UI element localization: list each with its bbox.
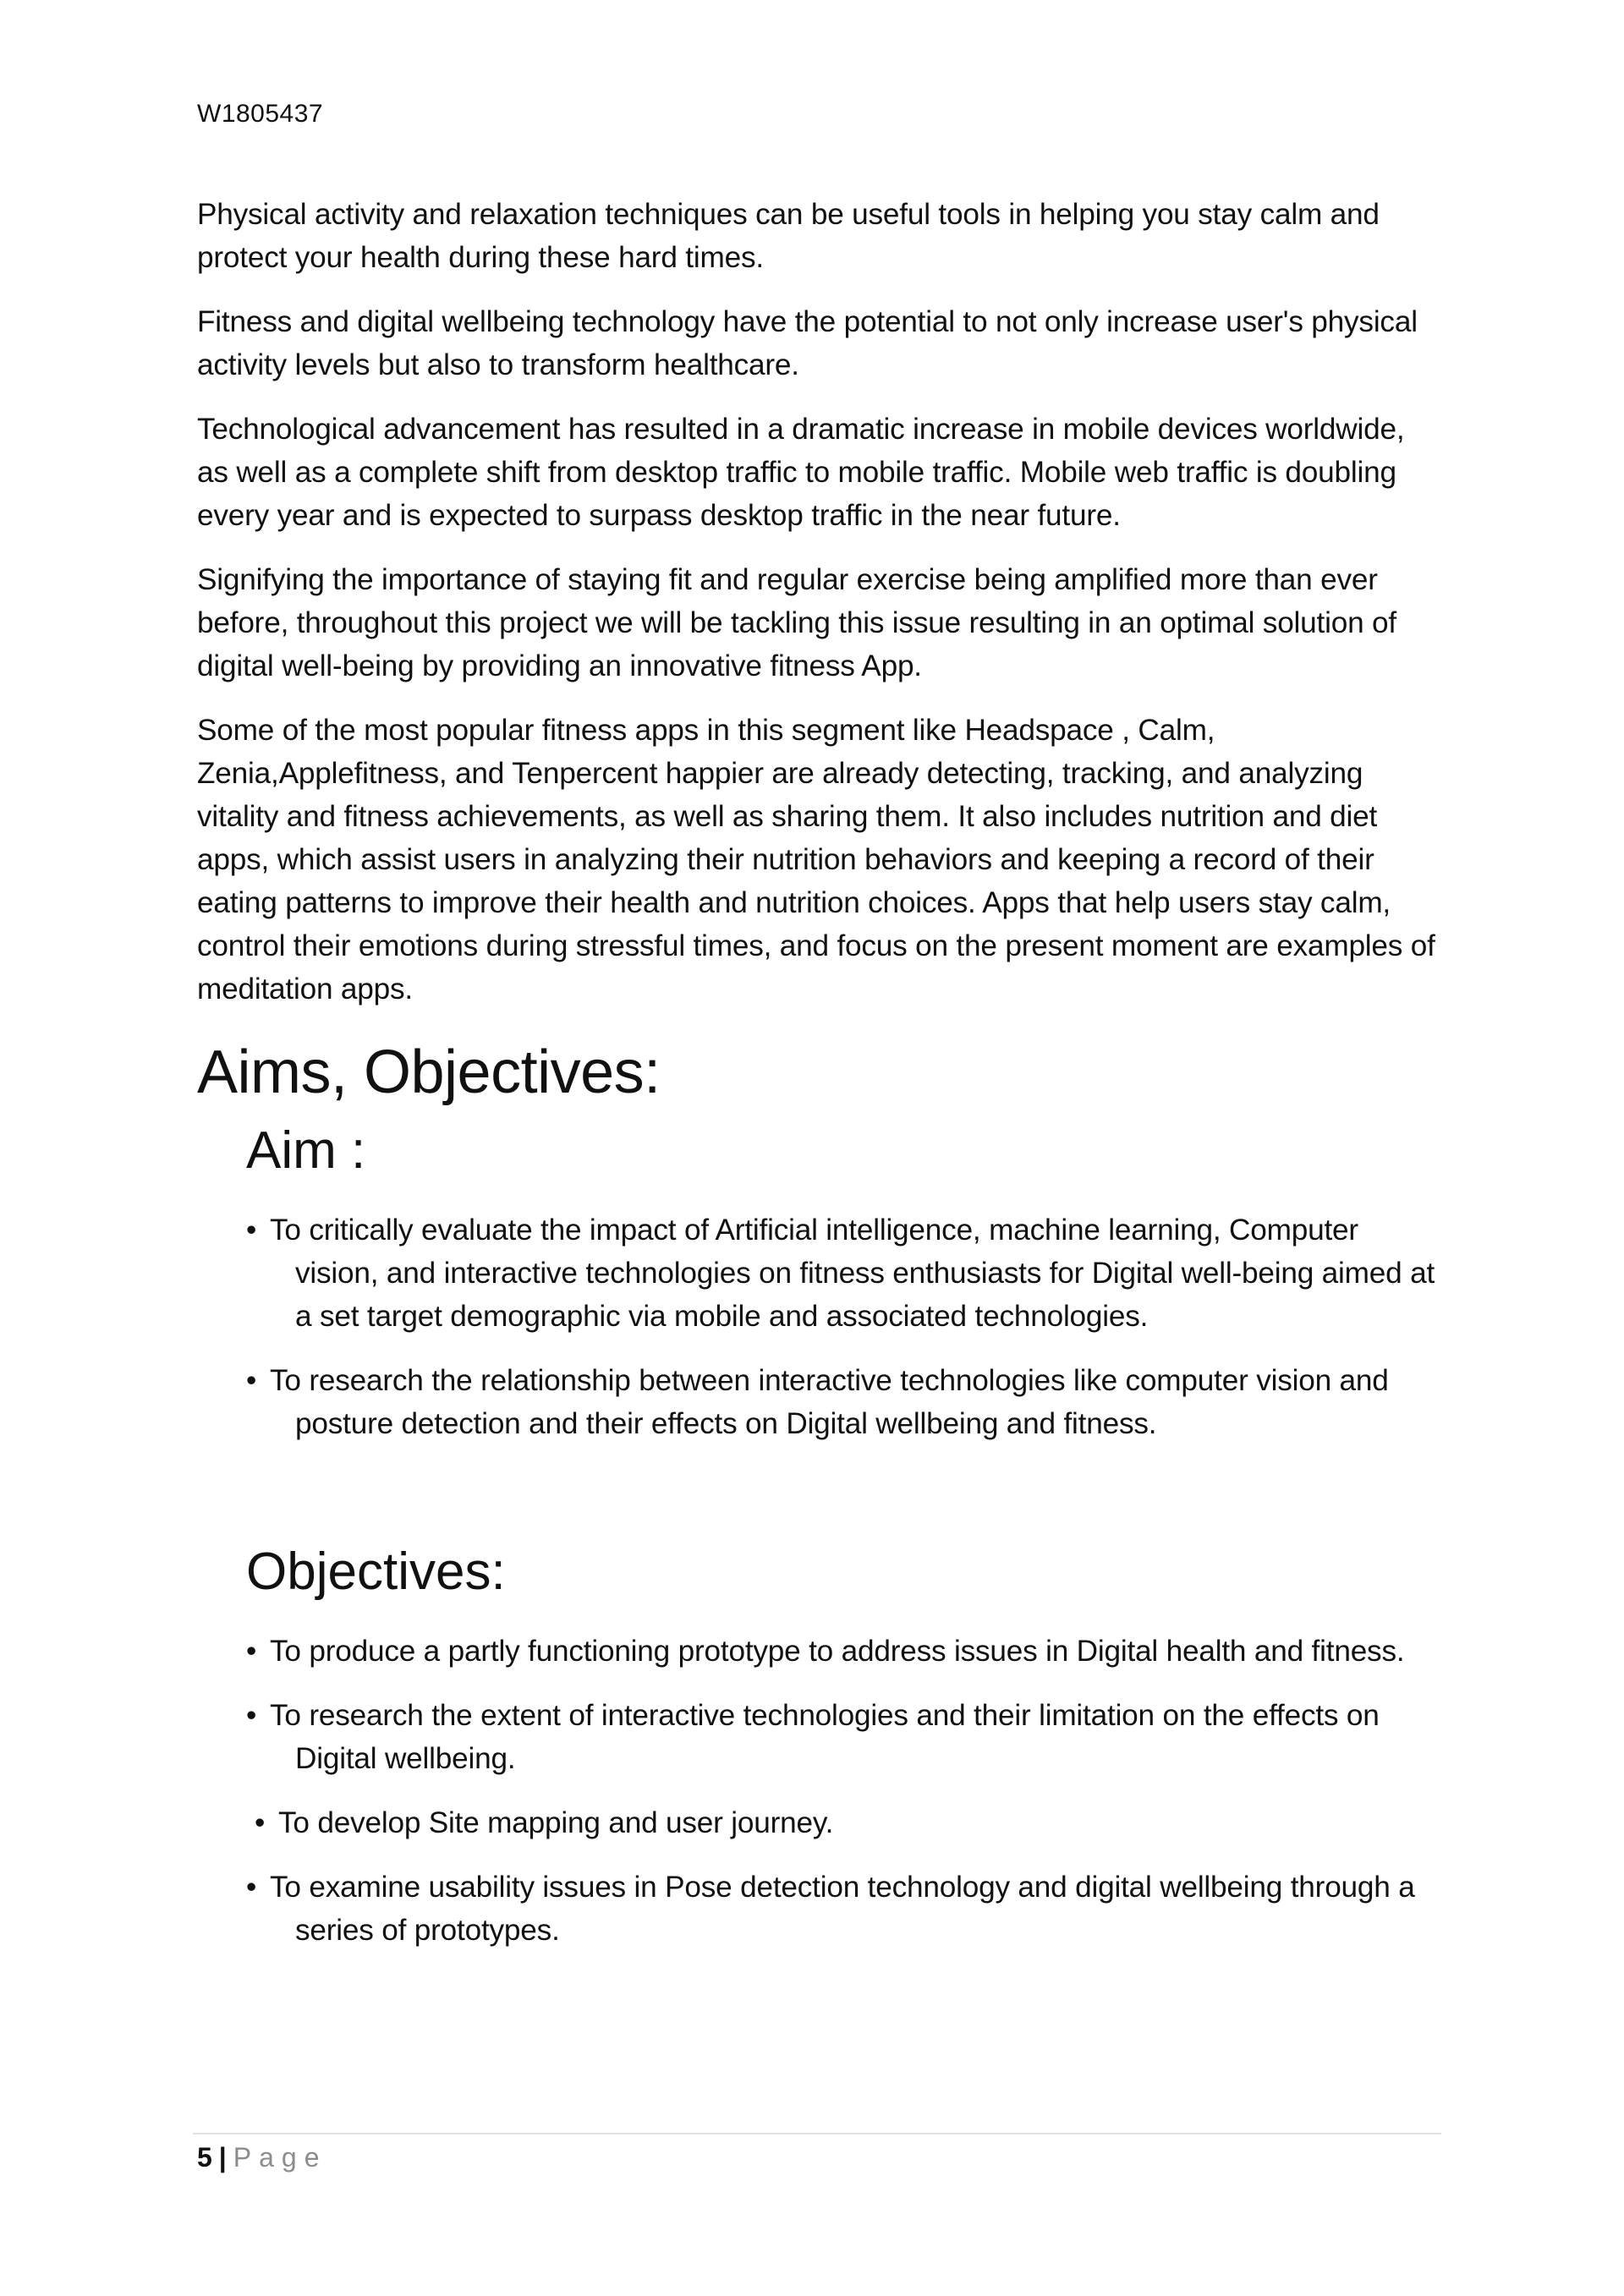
body-content <box>197 193 1440 1973</box>
section-heading: Aims, Objectives: <box>197 1038 661 1106</box>
bullet-icon: • <box>246 1214 257 1247</box>
objective-text: To examine usability issues in Pose detection technology and digital wellbeing through a series of prototypes. <box>270 1871 1415 1947</box>
page-label: Page <box>233 2142 327 2173</box>
aim-heading: Aim : <box>246 1121 366 1180</box>
objective-text: To research the extent of interactive technologies and their limitation on the effects on Digital wellbeing. <box>270 1699 1380 1775</box>
document-id: W1805437 <box>197 100 324 128</box>
aim-text: To research the relationship between interactive technologies like computer vision and posture detection and their effects on Digital wellbeing and fitness. <box>270 1364 1389 1440</box>
page-number: 5 <box>197 2142 212 2173</box>
bullet-icon: • <box>246 1364 257 1397</box>
bullet-icon: • <box>246 1699 257 1732</box>
objective-text: To produce a partly functioning prototype to address issues in Digital health and fitness. <box>270 1635 1405 1668</box>
bullet-icon: • <box>246 1635 257 1668</box>
aim-text: To critically evaluate the impact of Artificial intelligence, machine learning, Computer vision, and interactive technologies on fitness enthusiasts for Digital well-being aimed at a set target demographic via mobile and associated technologies. <box>270 1214 1435 1333</box>
bullet-icon: • <box>246 1871 257 1904</box>
paragraph: Technological advancement has resulted in a dramatic increase in mobile devices worldwide, as well as a complete shift from desktop traffic to mobile traffic. Mobile web traffic is doubling every year and is expected to surpass desktop traffic in the near future. <box>197 413 1405 532</box>
footer-separator: | <box>218 2142 227 2173</box>
paragraph: Some of the most popular fitness apps in this segment like Headspace , Calm, Zenia,Applefitness, and Tenpercent happier are already detecting, tracking, and analyzing vitality and fitness achievements, as well as sharing them. It also includes nutrition and diet apps, which assist users in analyzing their nutrition behaviors and keeping a record of their eating patterns to improve their health and nutrition choices. Apps that help users stay calm, control their emotions during stressful times, and focus on the present moment are examples of meditation apps. <box>197 714 1435 1006</box>
paragraph: Fitness and digital wellbeing technology have the potential to not only increase user's physical activity levels but also to transform healthcare. <box>197 305 1418 381</box>
page-footer <box>197 2138 326 2177</box>
aim-list-item <box>246 1208 1440 1338</box>
paragraph: Signifying the importance of staying fit and regular exercise being amplified more than ever before, throughout this project we will be tackling this issue resulting in an optimal solution of digital well-being by providing an innovative fitness App. <box>197 563 1397 682</box>
objective-list-item <box>246 1630 1440 1673</box>
objectives-heading: Objectives: <box>246 1543 506 1601</box>
objective-text: To develop Site mapping and user journey. <box>278 1806 834 1839</box>
footer-divider <box>193 2133 1441 2134</box>
aim-list-item <box>246 1359 1440 1445</box>
bullet-icon: • <box>255 1806 266 1839</box>
paragraph: Physical activity and relaxation techniques can be useful tools in helping you stay calm and protect your health during these hard times. <box>197 198 1380 274</box>
objective-list-item <box>246 1694 1440 1780</box>
objective-list-item <box>246 1866 1440 1952</box>
objective-list-item <box>255 1801 1440 1844</box>
